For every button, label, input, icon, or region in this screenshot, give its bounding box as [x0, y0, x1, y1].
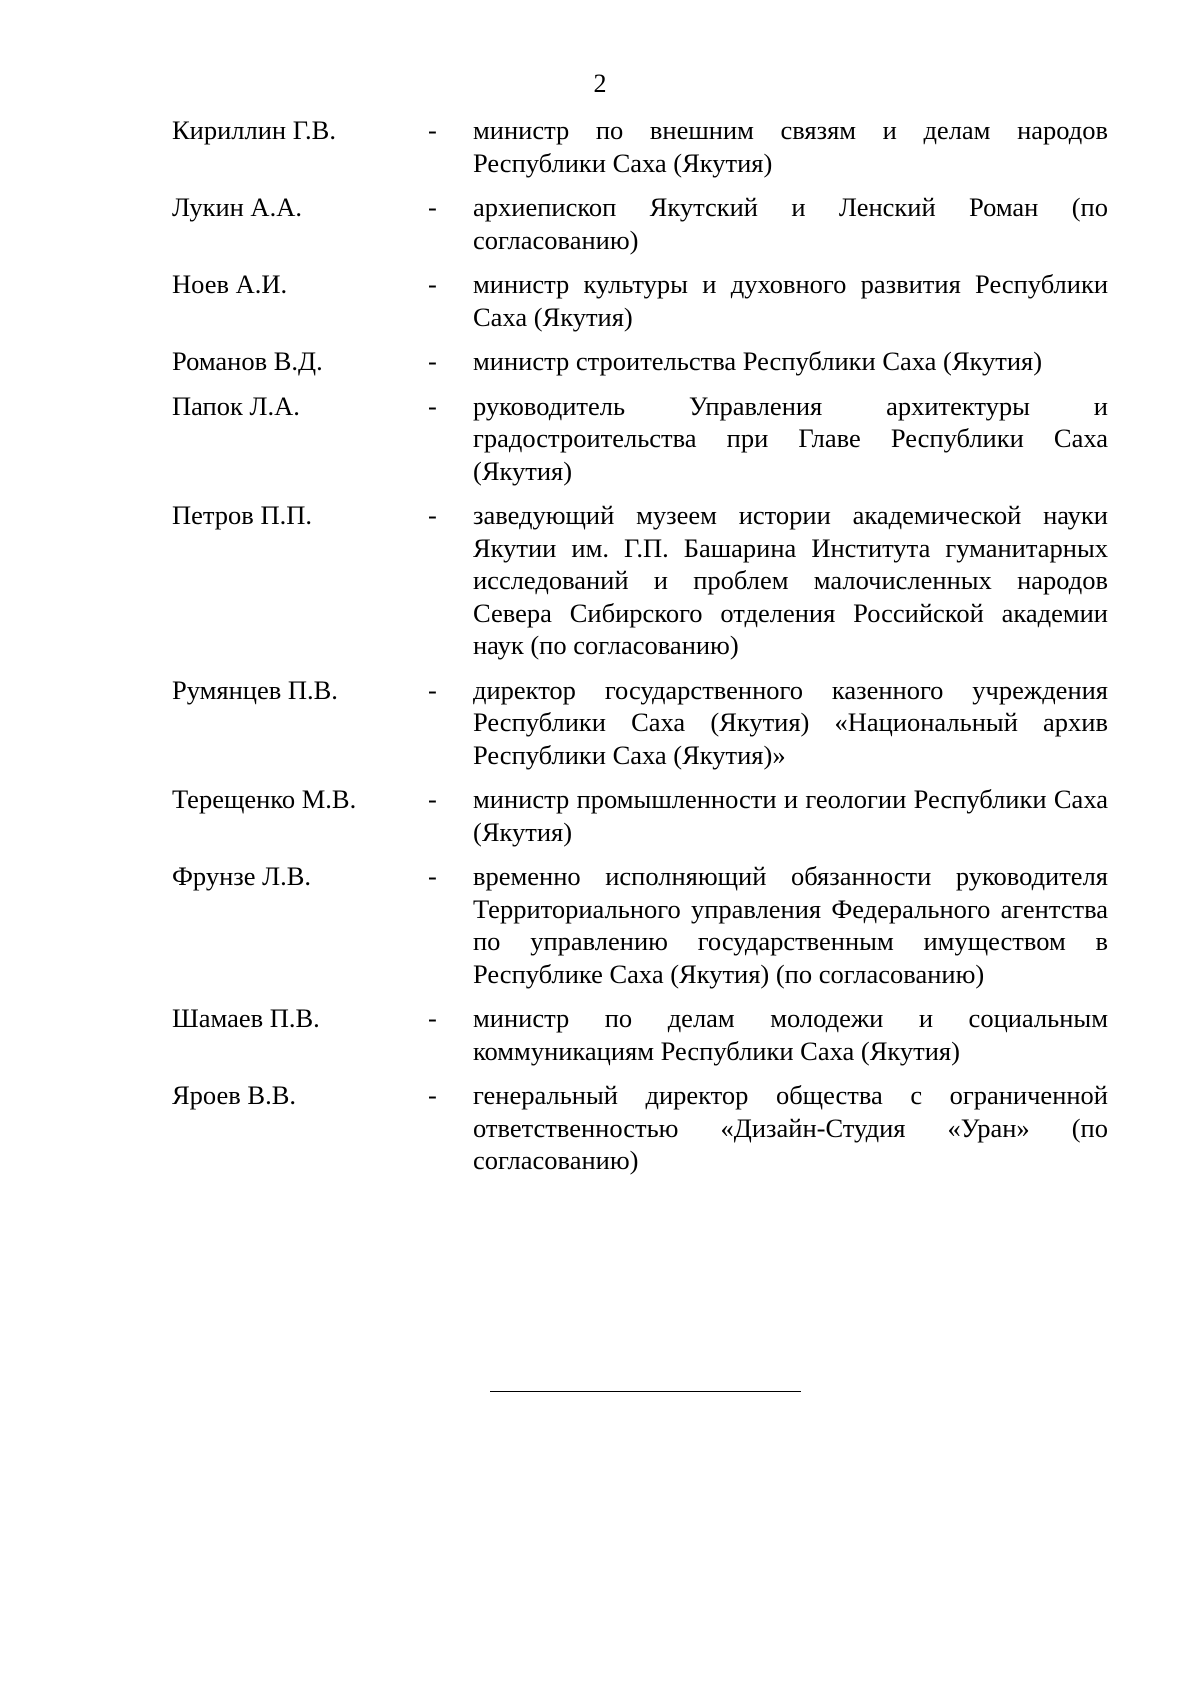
separator-dash: -: [428, 115, 437, 145]
member-name: Ноев А.И.: [172, 269, 288, 299]
member-name: Терещенко М.В.: [172, 784, 357, 814]
list-item-noev: [172, 268, 1108, 333]
list-item-frunze: [172, 860, 1108, 990]
list-item-rumyantsev: [172, 674, 1108, 772]
member-position: директор государственного казенного учреждения Республики Саха (Якутия) «Национальный архив Республики Саха (Якутия)»: [473, 674, 1108, 770]
member-position: временно исполняющий обязанности руководителя Территориального управления Федерального агентства по управлению государственным имуществом в Республике Саха (Якутия) (по согласованию): [473, 861, 1108, 989]
member-position: архиепископ Якутский и Ленский Роман (по согласованию): [473, 192, 1108, 255]
member-name: Кириллин Г.В.: [172, 115, 336, 145]
member-position: министр по внешним связям и делам народов Республики Саха (Якутия): [473, 115, 1108, 178]
member-name: Папок Л.А.: [172, 390, 300, 421]
separator-dash: -: [428, 390, 437, 421]
separator-dash: -: [428, 192, 437, 222]
member-name: Шамаев П.В.: [172, 1003, 320, 1033]
member-name: Романов В.Д.: [172, 346, 323, 376]
list-item-shamaev: [172, 1002, 1108, 1067]
separator-dash: -: [428, 1080, 437, 1110]
member-position: министр по делам молодежи и социальным коммуникациям Республики Саха (Якутия): [473, 1003, 1108, 1066]
separator-dash: -: [428, 346, 437, 376]
separator-dash: -: [428, 269, 437, 299]
list-item-lukin: [172, 191, 1108, 256]
separator-dash: -: [428, 861, 437, 891]
list-item-petrov: [172, 499, 1108, 662]
member-position: министр промышленности и геологии Республики Саха (Якутия): [473, 784, 1108, 847]
list-item-romanov: [172, 345, 1108, 378]
separator-dash: -: [428, 674, 437, 705]
member-position: руководитель Управления архитектуры и градостроительства при Главе Республики Саха (Якутия): [473, 390, 1108, 486]
member-name: Румянцев П.В.: [172, 674, 338, 705]
list-item-yaroev: [172, 1079, 1108, 1177]
member-position: генеральный директор общества с ограниченной ответственностью «Дизайн-Студия «Уран» (по согласованию): [473, 1080, 1108, 1175]
list-item-papok: [172, 390, 1108, 488]
member-position: заведующий музеем истории академической науки Якутии им. Г.П. Башарина Института гуманитарных исследований и проблем малочисленных народов Севера Сибирского отделения Российской академии наук (по согласованию): [473, 500, 1108, 660]
member-list: [172, 114, 1108, 1177]
separator-dash: -: [428, 500, 437, 530]
member-name: Петров П.П.: [172, 500, 312, 530]
member-name: Фрунзе Л.В.: [172, 861, 312, 891]
page-number: 2: [593, 69, 607, 98]
member-name: Лукин А.А.: [172, 192, 302, 222]
separator-dash: -: [428, 784, 437, 814]
end-of-list-rule: [490, 1391, 801, 1392]
member-position: министр культуры и духовного развития Республики Саха (Якутия): [473, 269, 1108, 332]
separator-dash: -: [428, 1003, 437, 1033]
list-item-tereshchenko: [172, 783, 1108, 848]
list-item-kirillin: [172, 114, 1108, 179]
member-name: Яроев В.В.: [172, 1080, 296, 1110]
member-position: министр строительства Республики Саха (Якутия): [473, 346, 1043, 376]
